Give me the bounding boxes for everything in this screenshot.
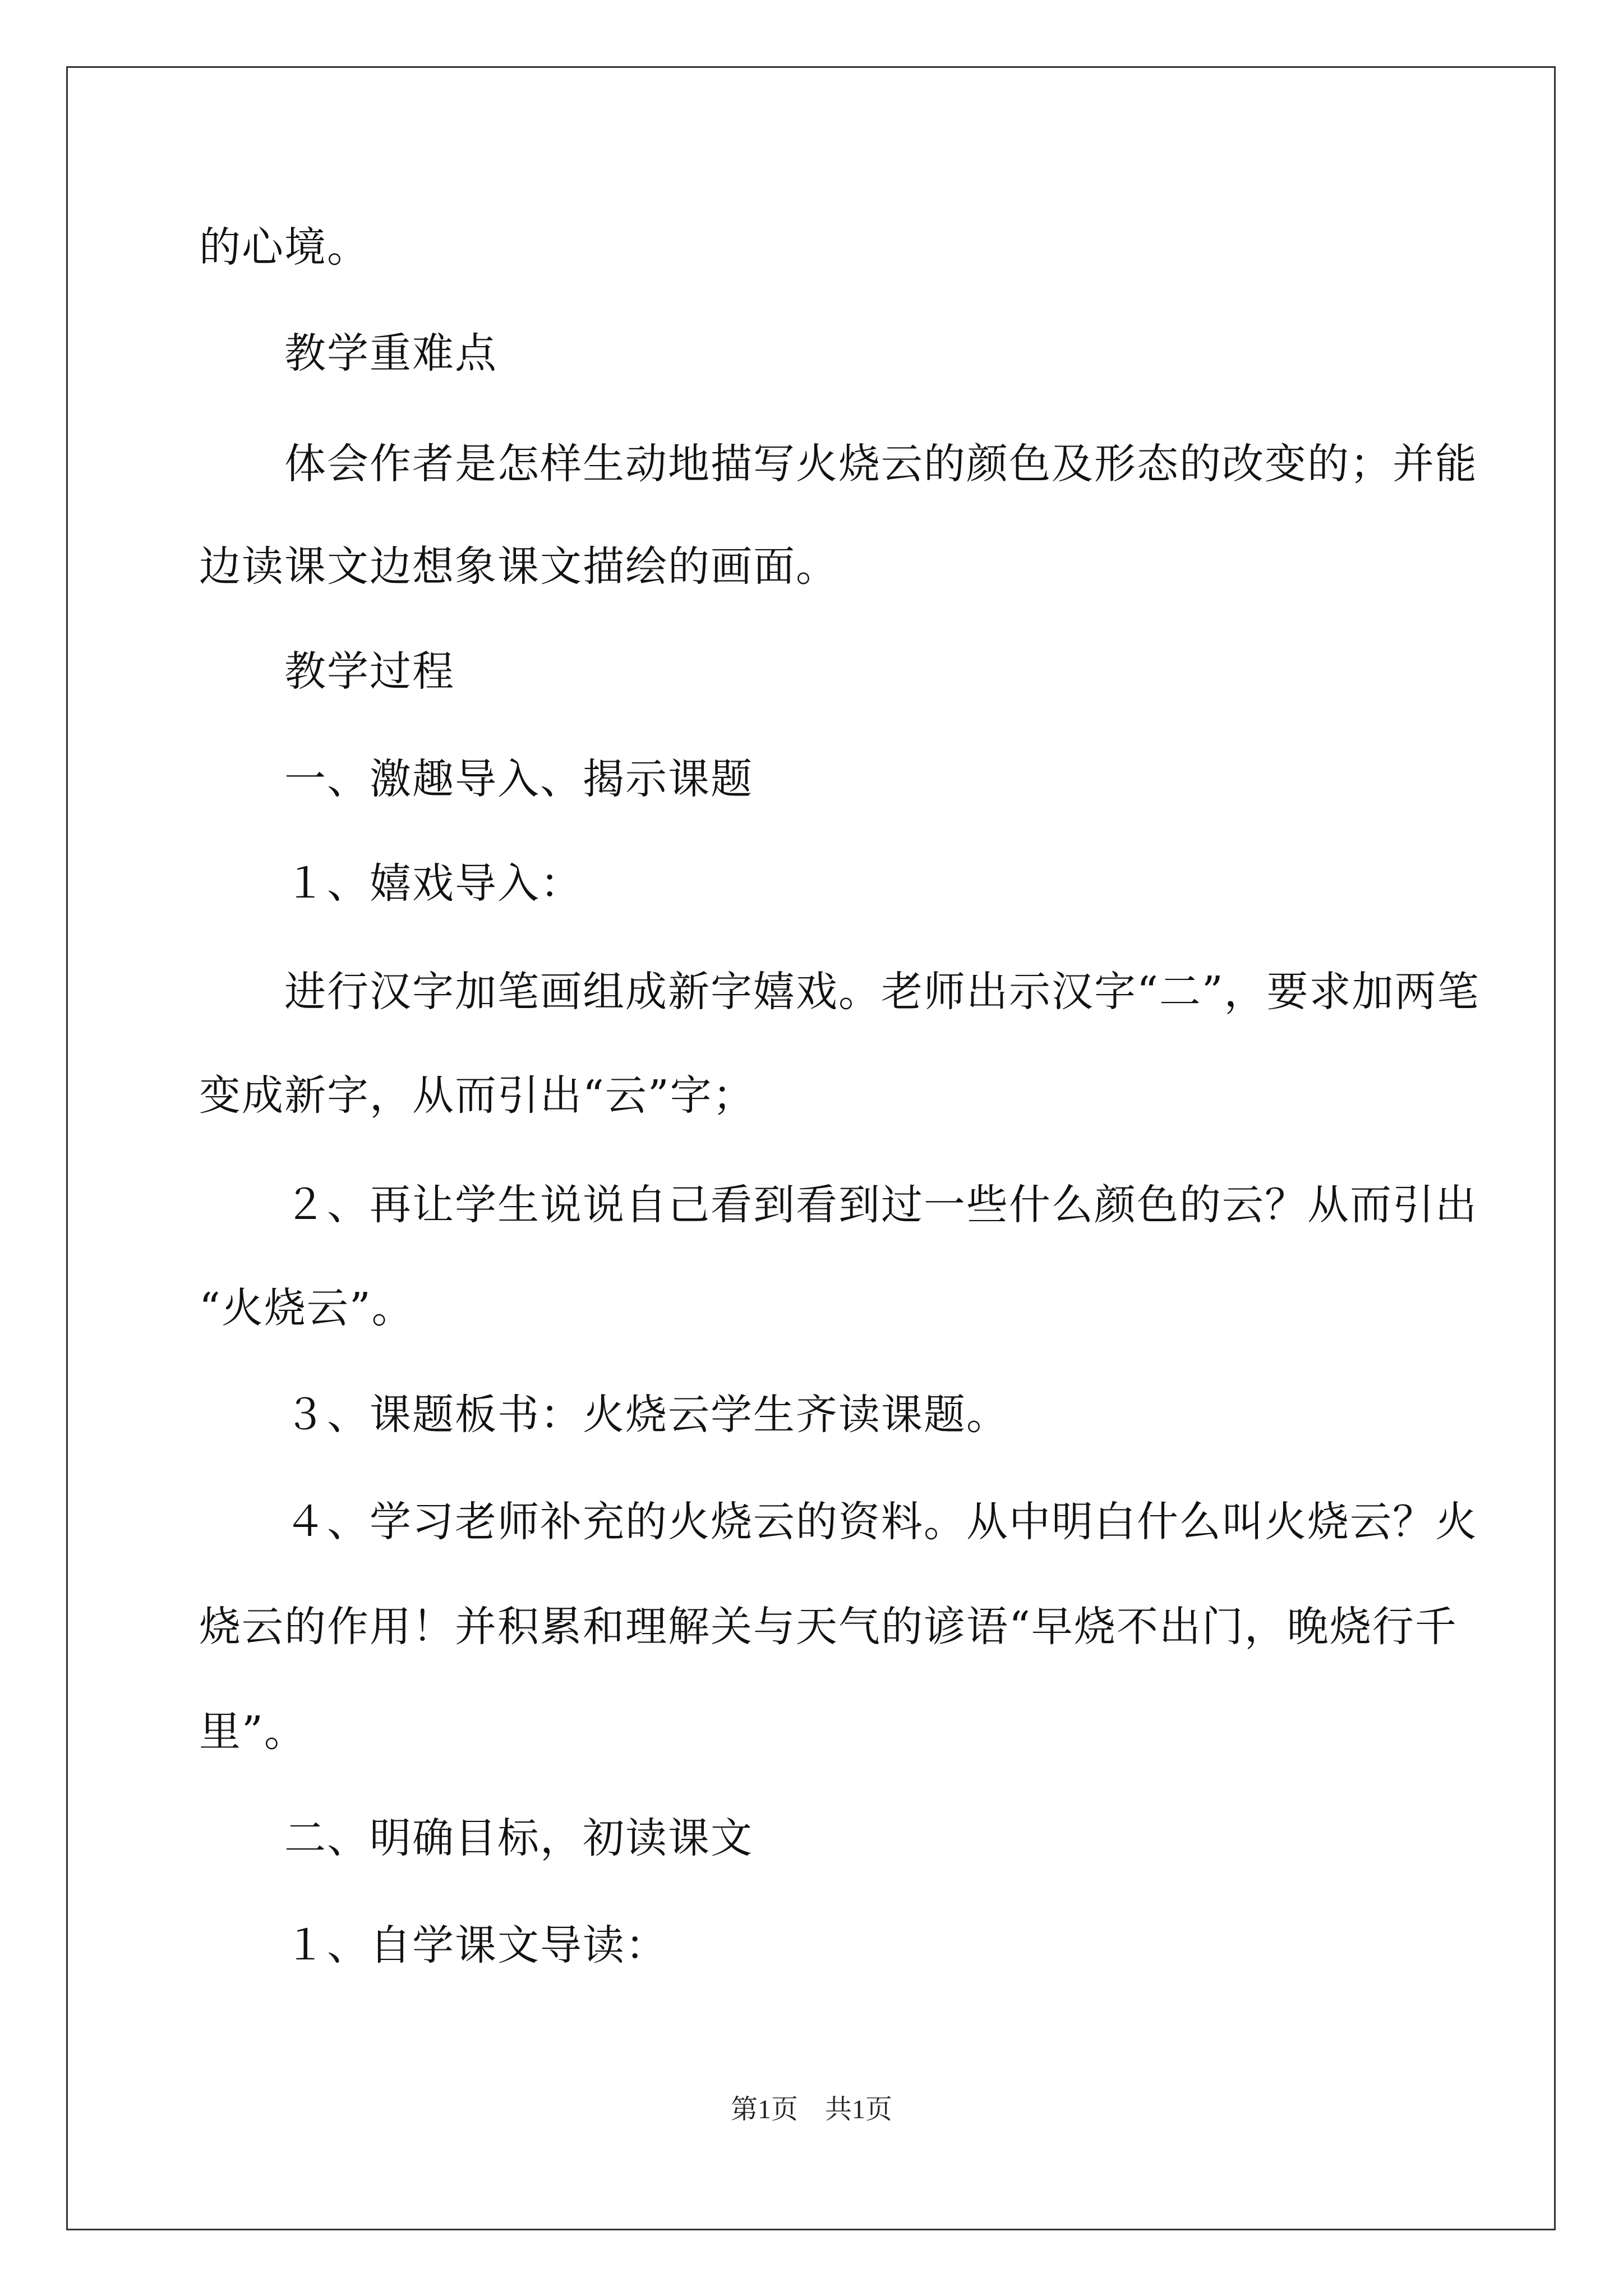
page-footer: 第1页 共1页	[730, 2095, 892, 2124]
text-line: 边读课文边想象课文描绘的画面。	[199, 542, 838, 591]
text-line-continuation: 的心境。	[199, 223, 370, 272]
list-item: ３、课题板书：火烧云学生齐读课题。	[199, 1391, 1009, 1439]
text-line: 进行汉字加笔画组成新字嬉戏。老师出示汉字“二”，要求加两笔	[199, 968, 1480, 1016]
text-line: “火烧云”。	[199, 1284, 414, 1332]
text-line: 烧云的作用！并积累和理解关与天气的谚语“早烧不出门，晚烧行千	[199, 1603, 1458, 1651]
list-item: ２、再让学生说说自己看到看到过一些什么颜色的云？从而引出	[199, 1181, 1478, 1229]
text-line: 里”。	[199, 1708, 307, 1756]
page-border	[66, 66, 1556, 2230]
heading-section-two: 二、明确目标，初读课文	[199, 1814, 753, 1862]
list-item: ４、学习老师补充的火烧云的资料。从中明白什么叫火烧云？火	[199, 1498, 1478, 1546]
heading-section-one: 一、激趣导入、揭示课题	[199, 755, 753, 803]
heading-teaching-process: 教学过程	[199, 647, 455, 696]
list-item: １、自学课文导读：	[199, 1921, 668, 1970]
list-item: １、嬉戏导入：	[199, 859, 583, 908]
text-line: 变成新字，从而引出“云”字；	[199, 1071, 755, 1120]
text-line: 体会作者是怎样生动地描写火烧云的颜色及形态的改变的；并能	[199, 440, 1478, 488]
heading-teaching-key-points: 教学重难点	[199, 329, 497, 378]
